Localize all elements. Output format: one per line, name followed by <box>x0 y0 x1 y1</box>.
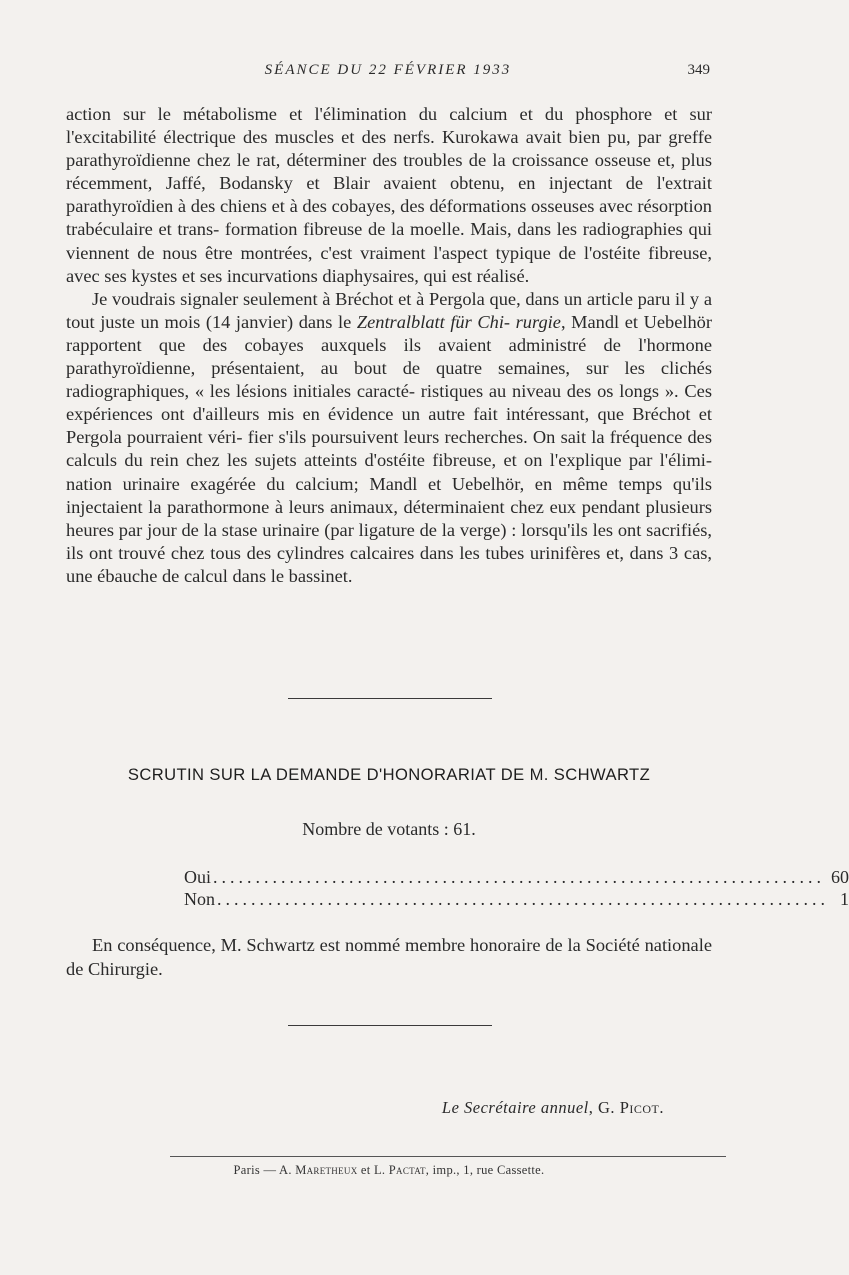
vote-label-non: Non <box>184 889 215 909</box>
running-head <box>66 62 710 82</box>
printer-imprint <box>66 1163 712 1178</box>
voters-count: Nombre de votants : 61. <box>302 819 476 839</box>
conclusion-text: En conséquence, M. Schwartz est nommé membre honoraire de la Société nationale de Chirurgie. <box>66 935 712 979</box>
paragraph-2 <box>66 288 712 588</box>
ballot-conclusion <box>66 934 712 981</box>
imprint-and: et L. <box>357 1163 389 1177</box>
paragraph-1-line-7: formation fibreuse de la moelle. Mais, dans les radiographies qui viennent <box>66 219 712 263</box>
signature-end: . <box>659 1098 664 1117</box>
imprint-address: , imp., 1, rue Cassette. <box>425 1163 545 1177</box>
paragraph-1-line-9: avec ses kystes et ses incurvations diaphysaires, qui est réalisé. <box>66 265 530 286</box>
imprint-printer-2: Pactat <box>388 1163 426 1177</box>
imprint-dash: — A. <box>260 1163 296 1177</box>
imprint-city: Paris <box>233 1163 261 1177</box>
vote-count-oui: 60 <box>831 867 849 887</box>
paragraph-1-line-6: cobayes, des déformations osseuses avec résorption trabéculaire et trans- <box>66 196 712 240</box>
signature-surname: Picot <box>619 1098 660 1117</box>
body-text <box>66 103 712 588</box>
dot-leader: ........................................................................ <box>217 889 829 909</box>
paragraph-1 <box>66 103 712 288</box>
imprint-printer-1: Maretheux <box>295 1163 358 1177</box>
paragraph-1-line-5: obtenu, en injectant de l'extrait parathyroïdien à des chiens et à des <box>66 173 712 217</box>
journal-title: Zentralblatt für Chi- rurgie <box>356 311 561 332</box>
vote-label-oui: Oui <box>184 867 211 887</box>
paragraph-1-line-8: de nous être montrées, c'est vraiment l'aspect typique de l'ostéite fibreuse, <box>137 242 712 263</box>
paragraph-2-text-b: , Mandl et Uebelhör rapportent que des cobayes auxquels ils avaient administré de l'hormone parathyroïdienne, présentaient, au bout de quatre semaines, sur les clichés radiographiques, « les lésions initiales caracté- ristiques au niveau des os longs ». Ces expériences ont d'ailleurs mis en évidence un autre fait intéressant, que Bréchot et Pergola pourraient véri- fier s'ils poursuivent leurs recherches. On sait la fréquence des calculs du rein chez les sujets atteints d'ostéite fibreuse, et on l'explique par l'élimi- nation urinaire exagérée du calcium; Mandl et Uebelhör, en même temps qu'ils injectaient la parathormone à leurs animaux, déterminaient chez eux pendant plusieurs heures par jour de la stase urinaire (par ligature de la verge) : lorsqu'ils les ont sacrifiés, ils ont trouvé chez tous des cylindres calcaires dans les tubes urinifères et, dans 3 cas, une ébauche de calcul dans le bassinet. <box>66 311 712 586</box>
section-divider-bottom <box>288 1025 492 1026</box>
vote-row-non <box>184 889 849 911</box>
paragraph-1-line-1: action sur le métabolisme et l'élimination du calcium et du phosphore et <box>66 104 678 124</box>
page-number: 349 <box>687 62 710 78</box>
signature-initial: G. <box>598 1098 620 1117</box>
footer-rule <box>170 1156 726 1157</box>
paragraph-2-text-a: Je voudrais signaler seulement à Bréchot et à Pergola que, dans un article paru il y a tout juste un mois (14 janvier) dans le <box>66 288 712 332</box>
ballot-title: SCRUTIN SUR LA DEMANDE D'HONORARIAT DE M. SCHWARTZ <box>127 765 651 784</box>
section-divider-top <box>288 698 492 699</box>
signature-separator: , <box>588 1098 599 1117</box>
dot-leader: ........................................................................ <box>213 867 825 887</box>
vote-count-non: 1 <box>840 889 849 909</box>
paragraph-1-line-4: croissance osseuse et, plus récemment, Jaffé, Bodansky et Blair avaient <box>66 150 712 194</box>
paragraph-1-line-3: pu, par greffe parathyroïdienne chez le rat, déterminer des troubles de la <box>66 127 712 171</box>
signature-role: Le Secrétaire annuel <box>441 1098 589 1117</box>
signature <box>442 1098 664 1118</box>
running-title: SÉANCE DU 22 FÉVRIER 1933 <box>264 62 512 78</box>
vote-row-oui <box>184 867 849 889</box>
paragraph-1-line-2: sur l'excitabilité électrique des muscles et des nerfs. Kurokawa avait bien <box>66 104 712 148</box>
